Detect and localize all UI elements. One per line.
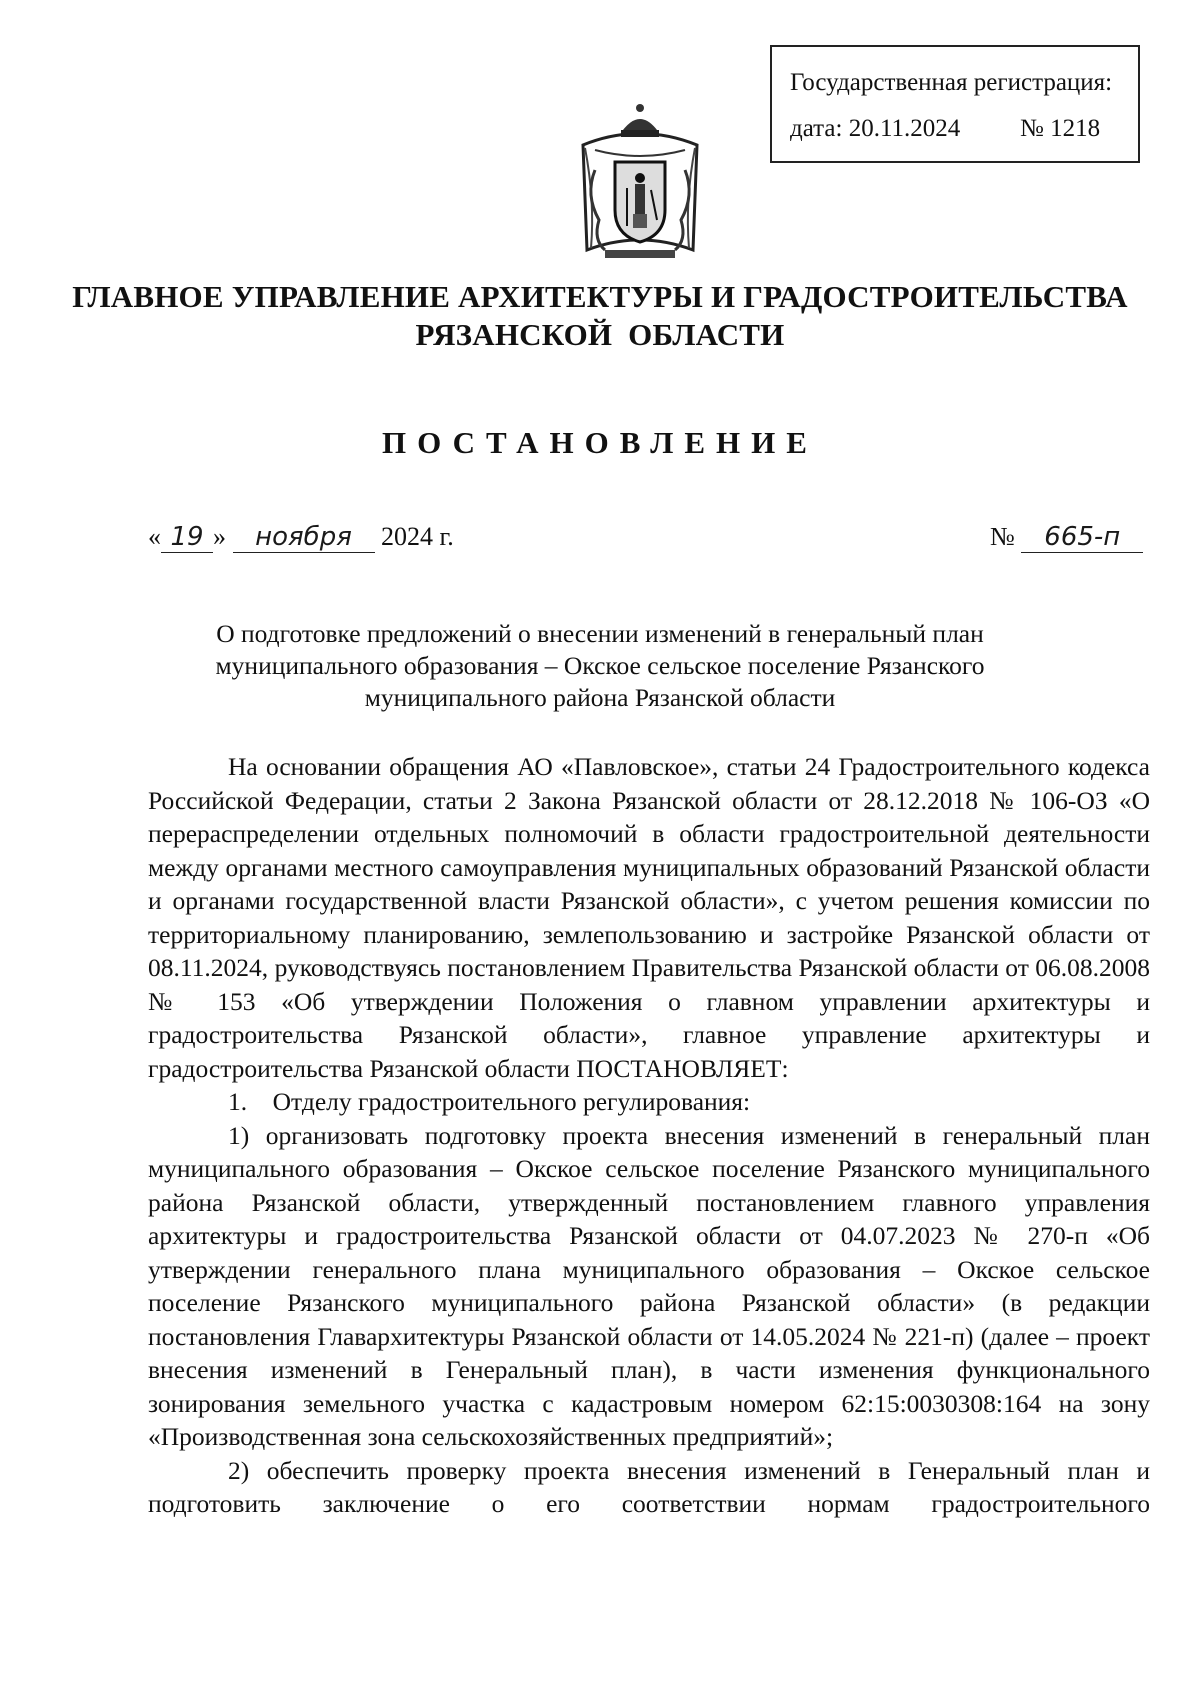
date-year: 2024 г. bbox=[381, 522, 454, 551]
date-close-quote: » bbox=[213, 522, 226, 551]
organization-name bbox=[0, 278, 1200, 354]
registration-title: Государственная регистрация: bbox=[790, 69, 1113, 96]
date-open-quote: « bbox=[148, 522, 161, 551]
date-day-handwritten: 19 bbox=[161, 522, 213, 553]
document-type-title: ПОСТАНОВЛЕНИЕ bbox=[382, 425, 818, 460]
subject-line-3: муниципального района Рязанской области bbox=[364, 683, 836, 712]
document-number-handwritten: 665-п bbox=[1021, 522, 1143, 553]
document-number bbox=[990, 522, 1143, 553]
document-body bbox=[148, 750, 1150, 1521]
document-date bbox=[148, 522, 454, 553]
organization-line-1: ГЛАВНОЕ УПРАВЛЕНИЕ АРХИТЕКТУРЫ И ГРАДОСТРОИТЕЛЬСТВА bbox=[72, 279, 1128, 314]
date-month-handwritten: ноября bbox=[233, 522, 375, 553]
ryazan-coat-of-arms-icon bbox=[565, 100, 715, 270]
registration-number: № 1218 bbox=[1020, 115, 1101, 142]
subject-line-1: О подготовке предложений о внесении изменений в генеральный план bbox=[216, 619, 984, 648]
subject-line-2: муниципального образования – Окское сельское поселение Рязанского bbox=[215, 651, 985, 680]
number-sign: № bbox=[990, 522, 1015, 551]
registration-date: дата: 20.11.2024 bbox=[790, 115, 961, 142]
body-item-1-1: 1) организовать подготовку проекта внесения изменений в генеральный план муниципального образования – Окское сельское поселение Рязанского муниципального района Рязанской области, утвержденный постановлением главного управления архитектуры и градостроительства Рязанской области от 04.07.2023 № 270-п «Об утверждении генерального плана муниципального образования – Окское сельское поселение Рязанского муниципального района Рязанской области» (в редакции постановления Главархитектуры Рязанской области от 14.05.2024 № 221-п) (далее – проект внесения изменений в Генеральный план), в части изменения функционального зонирования земельного участка с кадастровым номером 62:15:0030308:164 на зону «Производственная зона сельскохозяйственных предприятий»; bbox=[148, 1120, 1150, 1451]
document-subject bbox=[150, 618, 1050, 714]
body-item-1: 1. Отделу градостроительного регулирования: bbox=[228, 1087, 751, 1116]
organization-line-2: РЯЗАНСКОЙ ОБЛАСТИ bbox=[415, 317, 785, 352]
registration-stamp bbox=[770, 45, 1140, 163]
body-item-1-2: 2) обеспечить проверку проекта внесения изменений в Генеральный план и подготовить заключение о его соответствии нормам градостроительного bbox=[148, 1455, 1150, 1518]
body-preamble: На основании обращения АО «Павловское», статьи 24 Градостроительного кодекса Российской Федерации, статьи 2 Закона Рязанской области от 28.12.2018 № 106-ОЗ «О перераспределении отдельных полномочий в области градостроительной деятельности между органами местного самоуправления муниципальных образований Рязанской области и органами государственной власти Рязанской области», с учетом решения комиссии по территориальному планированию, землепользованию и застройке Рязанской области от 08.11.2024, руководствуясь постановлением Правительства Рязанской области от 06.08.2008 № 153 «Об утверждении Положения о главном управлении архитектуры и градостроительства Рязанской области», главное управление архитектуры и градостроительства Рязанской области ПОСТАНОВЛЯЕТ: bbox=[148, 752, 1150, 1083]
